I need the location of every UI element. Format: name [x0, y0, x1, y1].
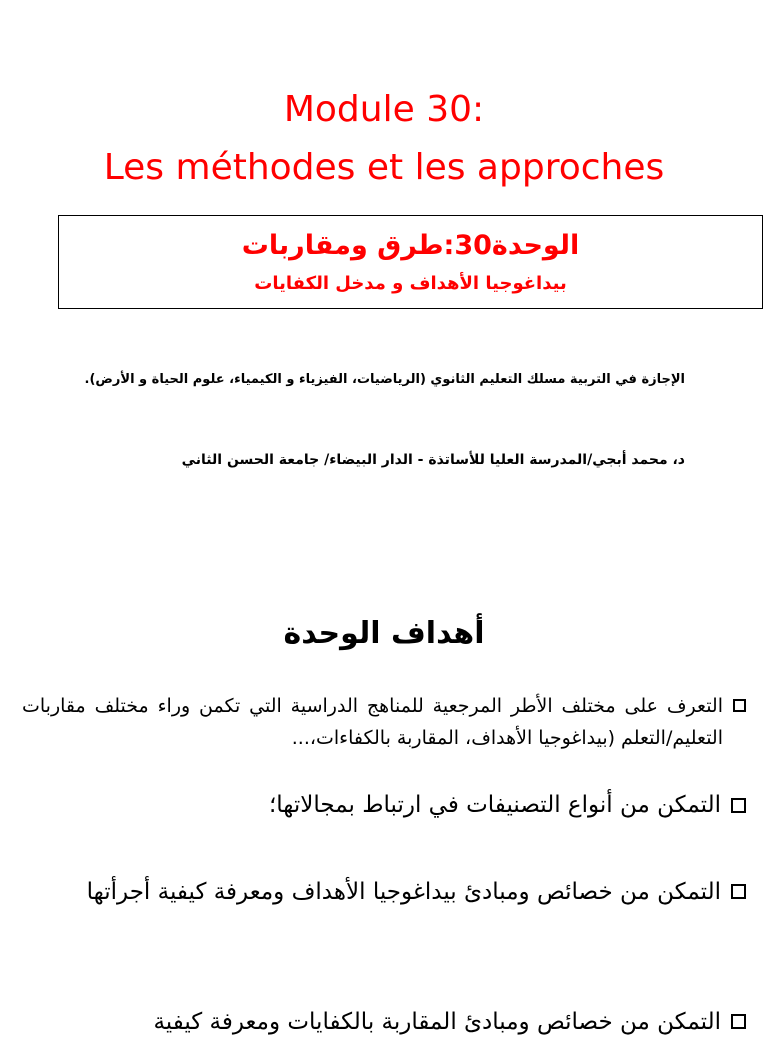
checkbox-icon [731, 884, 746, 899]
checkbox-icon [731, 1014, 746, 1029]
objectives-heading: أهداف الوحدة [283, 616, 485, 651]
arabic-title-box [58, 215, 763, 309]
objective-text: التمكن من خصائص ومبادئ بيداغوجيا الأهداف ومعرفة كيفية أجرأتها [86, 879, 721, 905]
objective-item [22, 1000, 746, 1044]
objective-text: التمكن من خصائص ومبادئ المقاربة بالكفايات ومعرفة كيفية [153, 1009, 721, 1035]
author-line: د، محمد أبجي/المدرسة العليا للأساتذة - الدار البيضاء/ جامعة الحسن الثاني [181, 452, 685, 468]
objective-text: التعرف على مختلف الأطر المرجعية للمناهج الدراسية التي تكمن وراء مختلف مقاربات التعليم/التعلم (بيداغوجيا الأهداف، المقاربة بالكفاءات،... [22, 695, 723, 749]
program-line: الإجازة في التربية مسلك التعليم الثانوي (الرياضيات، الفيزياء و الكيمياء، علوم الحياة و الأرض). [84, 372, 685, 387]
module-subtitle: Les méthodes et les approches [103, 147, 665, 188]
objective-item [22, 690, 746, 754]
checkbox-icon [731, 798, 746, 813]
checkbox-icon [733, 699, 746, 712]
objective-item [22, 786, 746, 824]
arabic-module-title: الوحدة30:طرق ومقاربات [241, 230, 580, 261]
arabic-module-subtitle: بيداغوجيا الأهداف و مدخل الكفايات [254, 273, 567, 294]
objective-item [22, 870, 746, 914]
module-title: Module 30: [283, 89, 485, 130]
objective-text: التمكن من أنواع التصنيفات في ارتباط بمجالاتها؛ [268, 792, 721, 818]
